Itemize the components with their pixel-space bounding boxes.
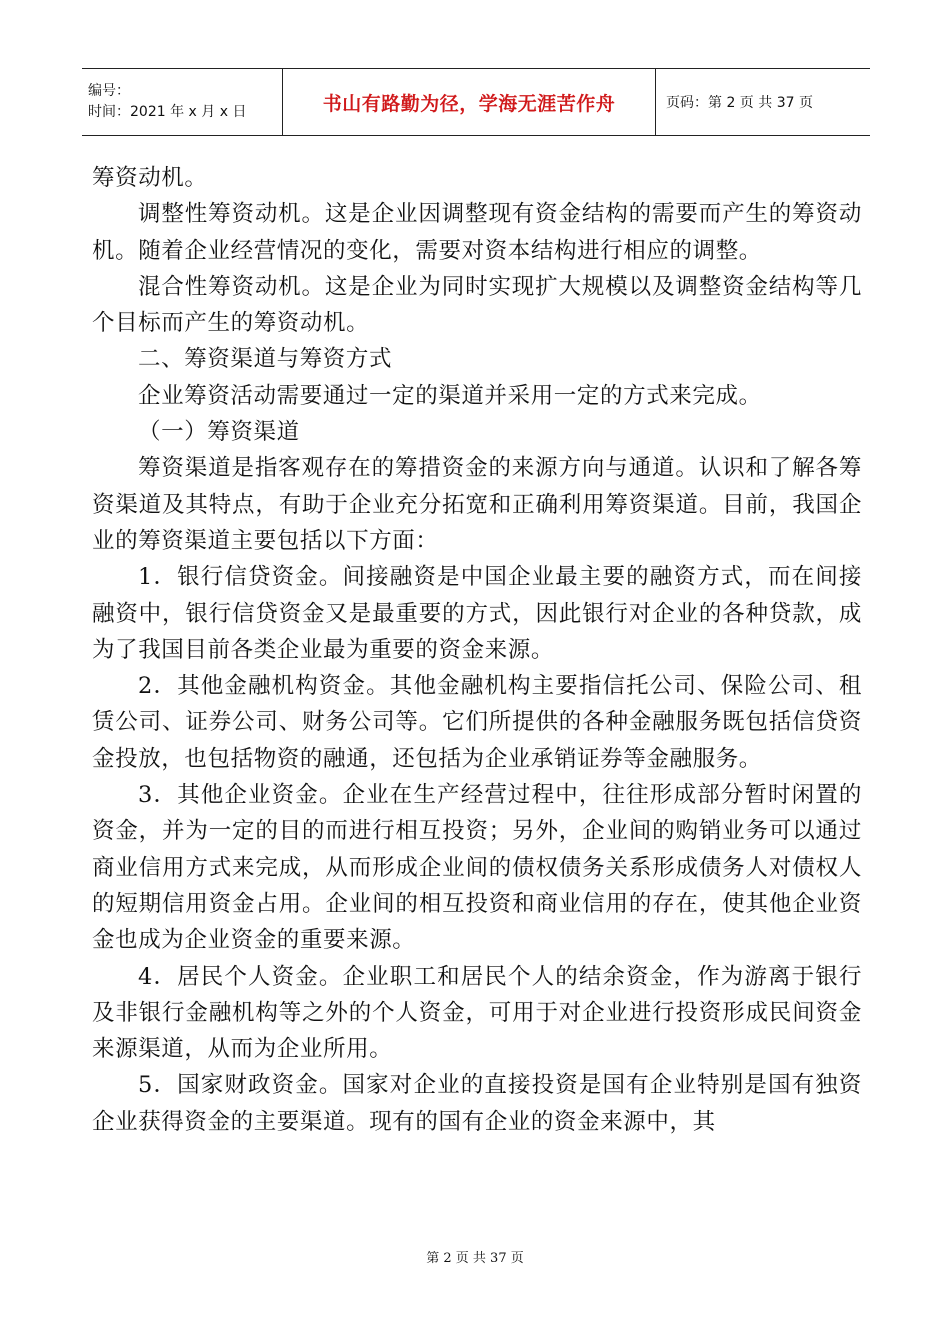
- paragraph: 筹资渠道是指客观存在的筹措资金的来源方向与通道。认识和了解各筹资渠道及其特点，有助于企业充分拓宽和正确利用筹资渠道。目前，我国企业的筹资渠道主要包括以下方面：: [92, 455, 862, 554]
- document-date: 时间：2021 年 x 月 x 日: [88, 104, 247, 120]
- header-page-info-cell: [656, 69, 870, 135]
- page-footer: 第 2 页 共 37 页: [426, 1251, 524, 1266]
- page-header: [82, 68, 870, 136]
- list-item: 3．其他企业资金。企业在生产经营过程中，往往形成部分暂时闲置的资金，并为一定的目的而进行相互投资；另外，企业间的购销业务可以通过商业信用方式来完成，从而形成企业间的债权债务关系形成债务人对债权人的短期信用资金占用。企业间的相互投资和商业信用的存在，使其他企业资金也成为企业资金的重要来源。: [92, 782, 862, 954]
- section-heading: 二、筹资渠道与筹资方式: [138, 346, 393, 373]
- header-motto-cell: [282, 69, 656, 135]
- header-motto: 书山有路勤为径，学海无涯苦作舟: [322, 92, 616, 115]
- header-page-info: 页码：第 2 页 共 37 页: [666, 95, 813, 111]
- subsection-heading: （一）筹资渠道: [138, 419, 300, 446]
- list-item: 5．国家财政资金。国家对企业的直接投资是国有企业特别是国有独资企业获得资金的主要渠道。现有的国有企业的资金来源中，其: [92, 1072, 862, 1135]
- header-meta: [82, 69, 282, 135]
- paragraph: 筹资动机。: [92, 165, 208, 191]
- document-number-label: 编号：: [88, 83, 130, 99]
- list-item: 4．居民个人资金。企业职工和居民个人的结余资金，作为游离于银行及非银行金融机构等之外的个人资金，可用于对企业进行投资形成民间资金来源渠道，从而为企业所用。: [92, 963, 862, 1063]
- paragraph: 调整性筹资动机。这是企业因调整现有资金结构的需要而产生的筹资动机。随着企业经营情况的变化，需要对资本结构进行相应的调整。: [92, 201, 862, 264]
- document-body: [92, 160, 862, 1140]
- list-item: 1．银行信贷资金。间接融资是中国企业最主要的融资方式，而在间接融资中，银行信贷资金又是最重要的方式，因此银行对企业的各种贷款，成为了我国目前各类企业最为重要的资金来源。: [92, 564, 862, 663]
- paragraph: 企业筹资活动需要通过一定的渠道并采用一定的方式来完成。: [138, 382, 762, 409]
- list-item: 2．其他金融机构资金。其他金融机构主要指信托公司、保险公司、租赁公司、证券公司、财务公司等。它们所提供的各种金融服务既包括信贷资金投放，也包括物资的融通，还包括为企业承销证券等金融服务。: [92, 673, 862, 772]
- paragraph: 混合性筹资动机。这是企业为同时实现扩大规模以及调整资金结构等几个目标而产生的筹资动机。: [92, 273, 862, 337]
